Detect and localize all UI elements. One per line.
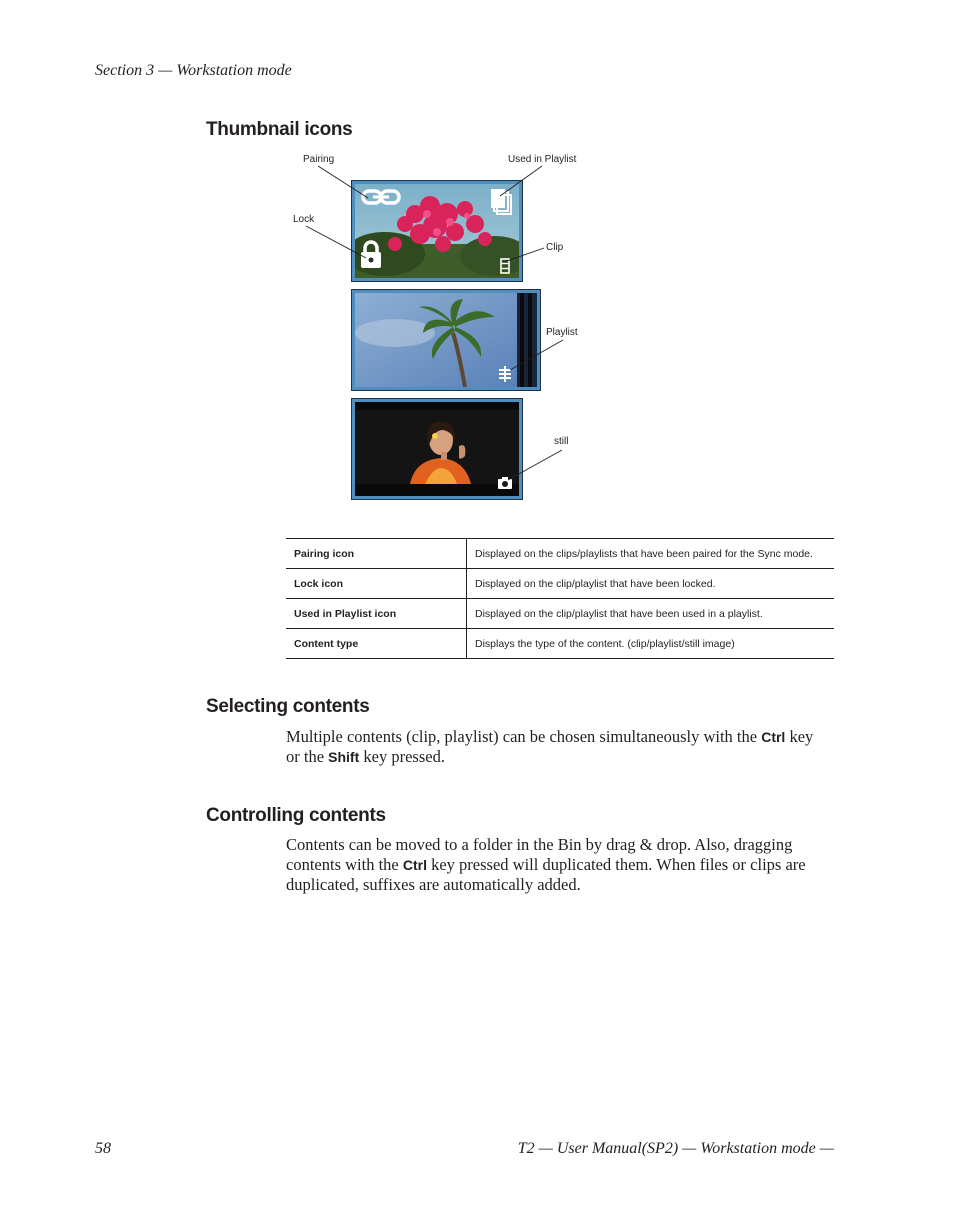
table-description: Displays the type of the content. (clip/playlist/still image)	[467, 629, 835, 659]
paragraph-text: key pressed.	[359, 747, 445, 766]
callout-clip: Clip	[546, 242, 564, 253]
callout-still: still	[554, 436, 569, 447]
selecting-paragraph	[286, 727, 826, 767]
callout-leader-lines	[0, 0, 954, 520]
key-name: Ctrl	[402, 857, 427, 873]
callout-used-in-playlist: Used in Playlist	[508, 154, 577, 165]
table-description: Displayed on the clip/playlist that have been locked.	[467, 569, 835, 599]
key-name: Shift	[328, 749, 360, 765]
paragraph-text: key pressed will duplicated them. When files or clips are duplicated, suffixes are automatically added.	[286, 855, 806, 894]
icon-description-table	[286, 538, 834, 659]
page-number: 58	[95, 1140, 111, 1157]
table-term: Pairing icon	[286, 539, 467, 569]
table-term: Lock icon	[286, 569, 467, 599]
table-description: Displayed on the clip/playlist that have been used in a playlist.	[467, 599, 835, 629]
table-row	[286, 599, 834, 629]
section-heading-selecting-contents: Selecting contents	[206, 696, 370, 717]
callout-lock: Lock	[293, 214, 315, 225]
running-footer: T2 — User Manual(SP2) — Workstation mode —	[517, 1140, 834, 1157]
paragraph-text: key or the	[286, 727, 814, 766]
section-heading-thumbnail-icons: Thumbnail icons	[206, 119, 353, 140]
table-row	[286, 539, 834, 569]
section-heading-controlling-contents: Controlling contents	[206, 805, 386, 826]
thumbnail-figure	[0, 0, 954, 520]
table-term: Content type	[286, 629, 467, 659]
table-term: Used in Playlist icon	[286, 599, 467, 629]
table-description: Displayed on the clips/playlists that have been paired for the Sync mode.	[467, 539, 835, 569]
running-header: Section 3 — Workstation mode	[95, 62, 292, 79]
controlling-paragraph	[286, 835, 826, 895]
table-row	[286, 629, 834, 659]
callout-playlist: Playlist	[546, 327, 578, 338]
key-name: Ctrl	[761, 729, 786, 745]
table-row	[286, 569, 834, 599]
paragraph-text: Contents can be moved to a folder in the Bin by drag & drop. Also, dragging contents with the	[286, 835, 793, 874]
callout-pairing: Pairing	[303, 154, 335, 165]
paragraph-text: Multiple contents (clip, playlist) can be chosen simultaneously with the	[286, 727, 758, 746]
